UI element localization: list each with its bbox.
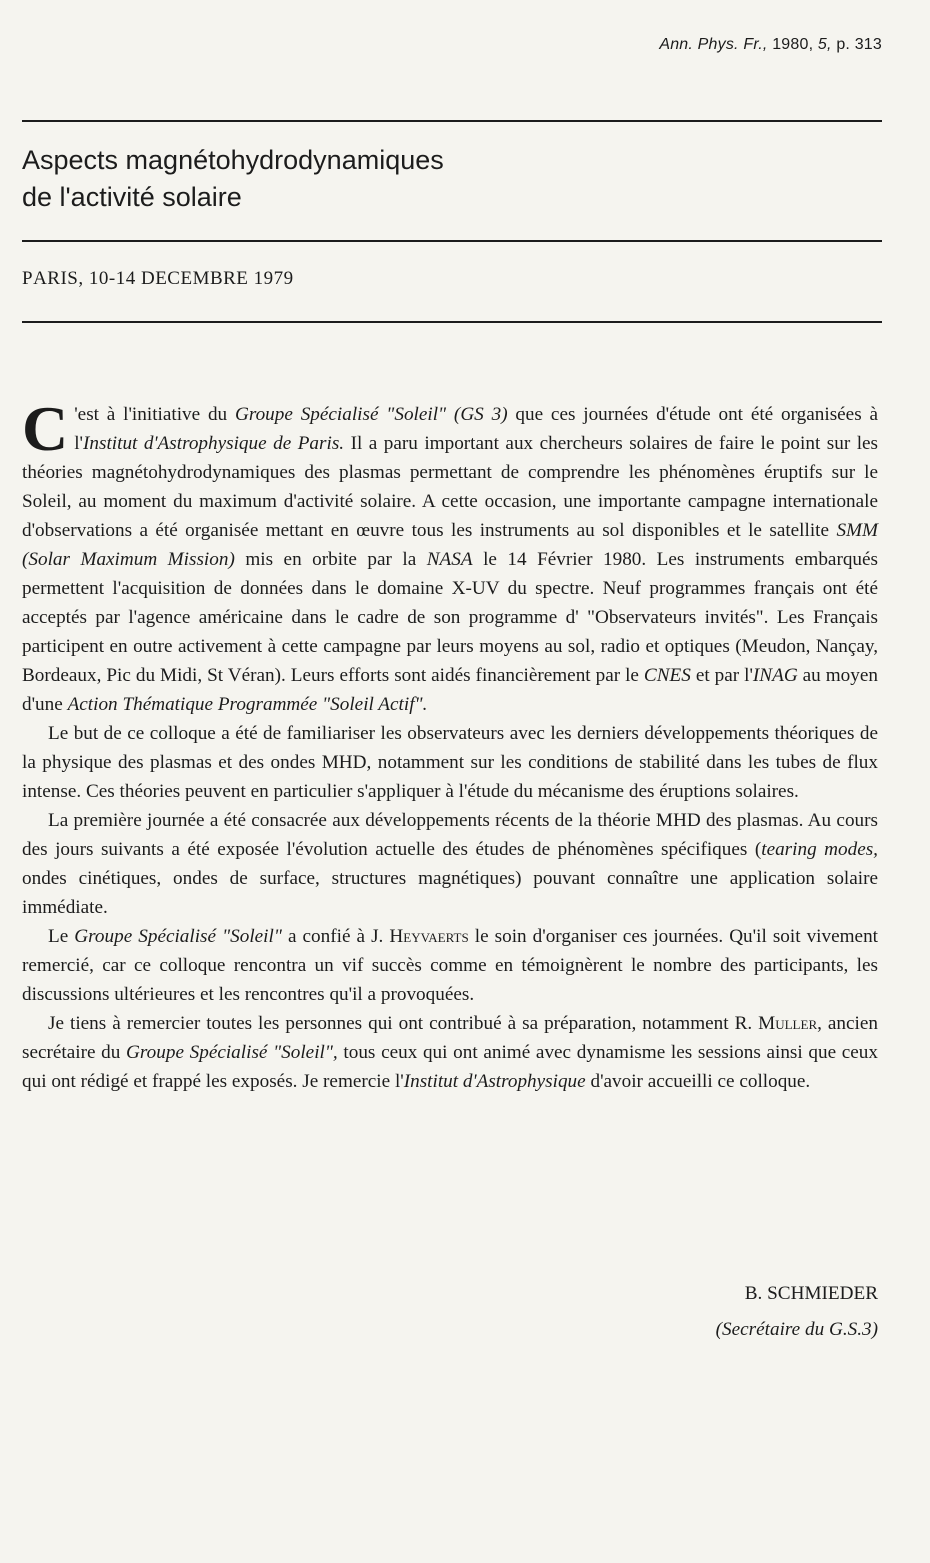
text-run: d'avoir accueilli ce colloque. [585, 1071, 811, 1092]
author-role [716, 1312, 878, 1348]
page-title [22, 142, 882, 216]
conference-year: 1979 [248, 268, 294, 289]
journal-volume: 5, [817, 36, 832, 53]
italic-run: Groupe Spécialisé "Soleil" (GS 3) [234, 404, 508, 425]
city-rest: ARIS [33, 268, 79, 289]
text-run: au moyen d'une [22, 665, 878, 715]
text-run: et par l' [690, 665, 753, 686]
italic-run: Institut d'Astrophysique [403, 1071, 586, 1092]
text-run: Je tiens à remercier toutes les personnes qui ont contribué à sa préparation, notamment R. [48, 1013, 759, 1034]
paragraph-5 [22, 1009, 878, 1096]
conference-dates: , 10-14 [78, 268, 141, 289]
drop-cap: C [22, 393, 69, 464]
title-line-2: de l'activité solaire [22, 182, 242, 212]
title-bottom-rule [22, 240, 882, 242]
text-run: que ces journées d'étude ont été organisées à l' [74, 404, 878, 454]
text-run: 'est à l'initiative du [74, 404, 235, 425]
italic-run: Institut d'Astrophysique de Paris. [83, 433, 345, 454]
text-run: ondes cinétiques, ondes de surface, structures magnétiques) pouvant connaître une application solaire immédiate. [22, 868, 878, 918]
text-run: Il a paru important aux chercheurs solaires de faire le point sur les théories magnétohydrodynamiques des plasmas permettant de comprendre les phénomènes éruptifs sur le Soleil, au moment du maximum d'activité solaire. A cette occasion, une importante campagne internationale d'observations a été organisée mettant en œuvre tous les instruments au sol disponibles et le satellite [22, 433, 879, 541]
author-name: B. SCHMIEDER [744, 1283, 878, 1304]
conference-place-date [22, 268, 294, 290]
text-run: le 14 Février 1980. Les instruments embarqués permettent l'acquisition de données dans le domaine X-UV du spectre. Neuf programmes français ont été acceptés par l'agence américaine dans le cadre de son programme d' "Observateurs invités". Les Français participent en outre activement à cette campagne par leurs moyens au sol, radio et optiques (Meudon, Nançay, Bordeaux, Pic du Midi, St Véran). Leurs efforts sont aidés financièrement par le [22, 549, 879, 686]
city-initial: P [22, 268, 34, 289]
text-run: , ancien secrétaire du [22, 1013, 878, 1063]
journal-page: p. 313 [836, 36, 882, 53]
person-name: Heyvaerts [389, 926, 469, 947]
italic-run: Groupe Spécialisé "Soleil", [126, 1042, 338, 1063]
italic-run: CNES [643, 665, 691, 686]
italic-run: SMM (Solar Maximum Mission) [22, 520, 878, 570]
paragraph-4 [22, 922, 878, 1009]
month-initial: D [140, 268, 156, 289]
text-run: le soin d'organiser ces journées. Qu'il soit vivement remercié, car ce colloque rencontra un vif succès comme en témoignèrent le nombre des participants, les discussions ultérieures et les rencontres qu'il a provoquées. [22, 926, 878, 1005]
place-bottom-rule [22, 321, 882, 323]
signature-block [716, 1276, 878, 1348]
italic-run: INAG [752, 665, 798, 686]
journal-year: 1980, [772, 36, 814, 53]
journal-name: Ann. Phys. Fr., [659, 36, 768, 53]
text-run: a confié à J. [281, 926, 390, 947]
paragraph-1 [22, 393, 879, 719]
paragraph-3 [22, 806, 878, 922]
italic-run: NASA [426, 549, 473, 570]
text-run: Le [48, 926, 75, 947]
text-run: La première journée a été consacrée aux développements récents de la théorie MHD des plasmas. Au cours des jours suivants a été exposée l'évolution actuelle des études de phénomènes spécifiques ( [22, 810, 878, 860]
text-run: tous ceux qui ont animé avec dynamisme les sessions ainsi que ceux qui ont rédigé et frappé les exposés. Je remercie l' [22, 1042, 878, 1092]
month-rest: ECEMBRE [155, 268, 249, 289]
person-name: Muller [758, 1013, 818, 1034]
italic-run: Groupe Spécialisé "Soleil" [74, 926, 282, 947]
author-role-text: (Secrétaire du G.S.3) [715, 1319, 878, 1340]
italic-run: Action Thématique Programmée "Soleil Actif". [67, 694, 428, 715]
top-rule [22, 120, 882, 122]
text-run: mis en orbite par la [234, 549, 427, 570]
journal-reference [659, 36, 882, 54]
italic-run: tearing modes, [761, 839, 878, 860]
title-line-1: Aspects magnétohydrodynamiques [22, 145, 444, 175]
paragraph-2: Le but de ce colloque a été de familiariser les observateurs avec les derniers développements théoriques de la physique des plasmas et des ondes MHD, notamment sur les conditions de stabilité dans les tubes de flux intense. Ces théories peuvent en particulier s'appliquer à l'étude du mécanisme des éruptions solaires. [22, 723, 878, 802]
body-text [22, 393, 879, 1096]
